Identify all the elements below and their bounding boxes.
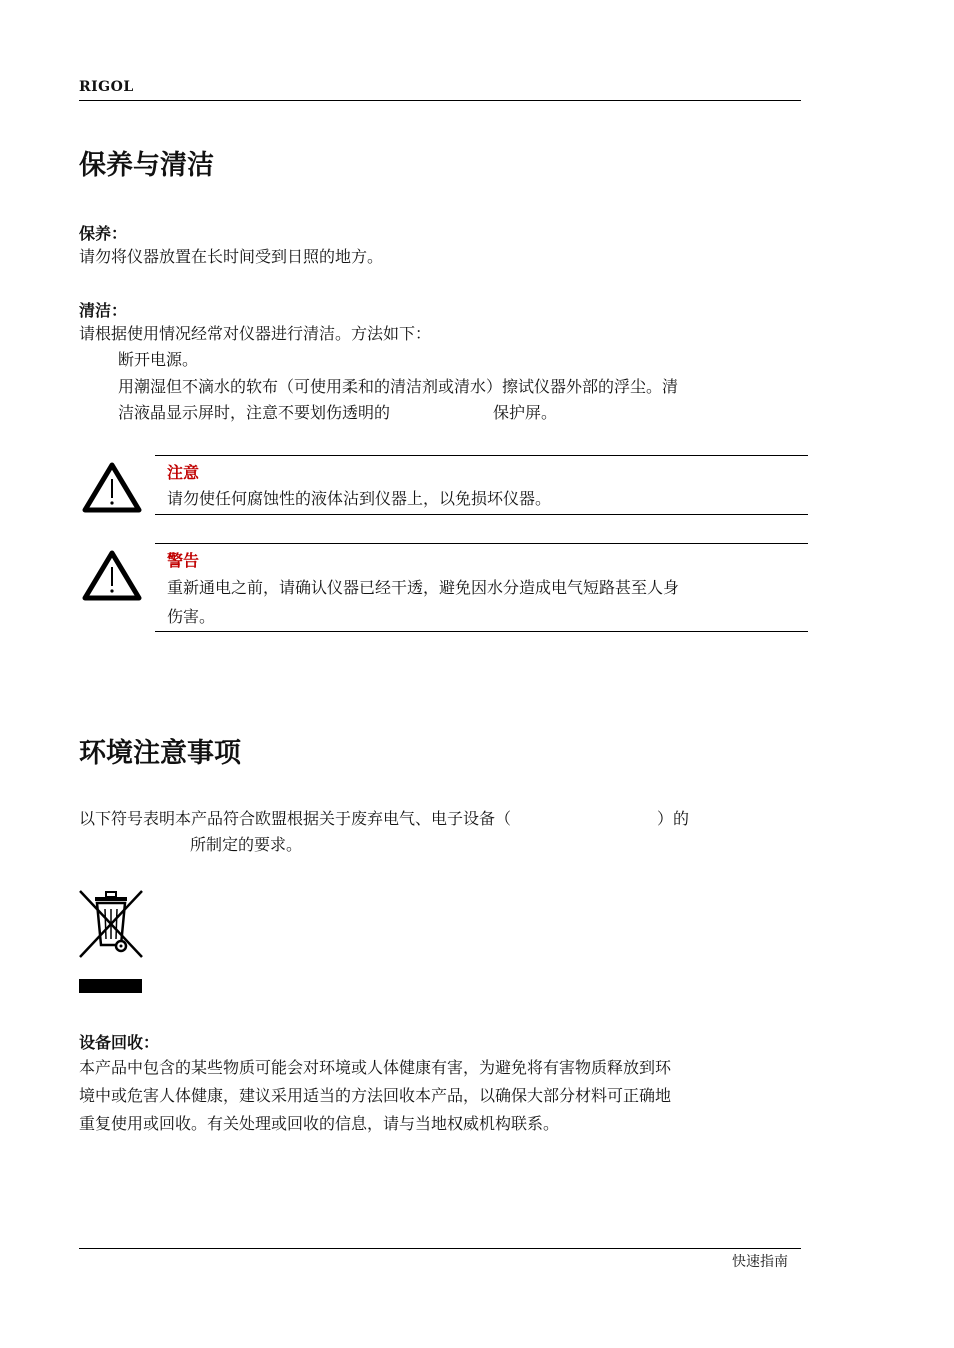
cleaning-step-1: 断开电源。 — [118, 350, 199, 369]
cleaning-step-2-line-2b: 保护屏。 — [493, 403, 558, 422]
environment-intro-line-2: 所制定的要求。 — [190, 835, 303, 854]
header-rule — [79, 100, 801, 101]
maintenance-text: 请勿将仪器放置在长时间受到日照的地方。 — [79, 247, 384, 266]
cleaning-intro: 请根据使用情况经常对仪器进行清洁。方法如下： — [79, 324, 432, 343]
section-title-maintenance: 保养与清洁 — [79, 150, 214, 181]
warning-title: 警告 — [167, 551, 200, 570]
maintenance-label: 保养： — [79, 224, 128, 243]
weee-underbar — [79, 979, 142, 993]
environment-intro-line-1a: 以下符号表明本产品符合欧盟根据关于废弃电气、电子设备（ — [79, 809, 512, 828]
header-brand: RIGOL — [79, 79, 134, 95]
cleaning-label: 清洁： — [79, 301, 128, 320]
footer-rule — [79, 1248, 801, 1249]
warning-triangle-icon — [82, 549, 142, 601]
warning-top-rule — [155, 543, 808, 544]
cleaning-step-2-line-1: 用潮湿但不滴水的软布（可使用柔和的清洁剂或清水）擦试仪器外部的浮尘。清 — [118, 377, 679, 396]
environment-intro-line-1b: ）的 — [657, 809, 690, 828]
warning-text-line-2: 伤害。 — [167, 607, 216, 626]
crossed-out-wheelie-bin-icon — [78, 889, 144, 961]
recycle-text-line-2: 境中或危害人体健康，建议采用适当的方法回收本产品，以确保大部分材料可正确地 — [79, 1086, 672, 1105]
warning-bottom-rule — [155, 631, 808, 632]
caution-title: 注意 — [167, 463, 200, 482]
warning-triangle-icon — [82, 461, 142, 513]
recycle-label: 设备回收： — [79, 1033, 160, 1052]
caution-top-rule — [155, 455, 808, 456]
recycle-text-line-3: 重复使用或回收。有关处理或回收的信息，请与当地权威机构联系。 — [79, 1114, 560, 1133]
cleaning-step-2-line-2a: 洁液晶显示屏时，注意不要划伤透明的 — [118, 403, 391, 422]
caution-text: 请勿使任何腐蚀性的液体沾到仪器上，以免损坏仪器。 — [167, 489, 552, 508]
section-title-environment: 环境注意事项 — [79, 738, 241, 769]
recycle-text-line-1: 本产品中包含的某些物质可能会对环境或人体健康有害，为避免将有害物质释放到环 — [79, 1058, 672, 1077]
footer-guide-title: 快速指南 — [732, 1254, 788, 1270]
warning-text-line-1: 重新通电之前，请确认仪器已经干透，避免因水分造成电气短路甚至人身 — [167, 578, 680, 597]
caution-bottom-rule — [155, 514, 808, 515]
